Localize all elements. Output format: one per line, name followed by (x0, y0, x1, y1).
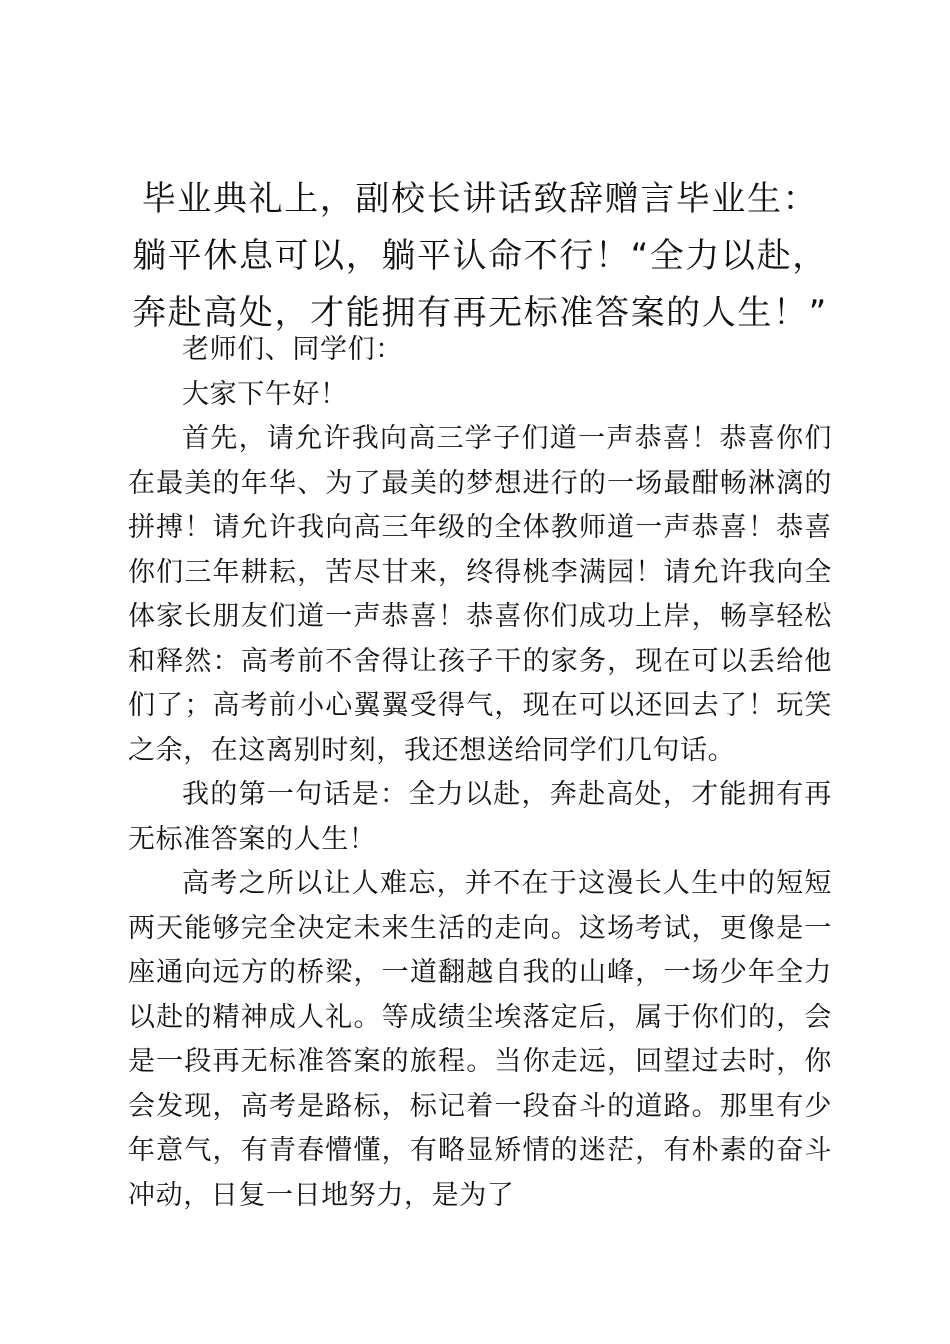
congratulations-paragraph: 首先，请允许我向高三学子们道一声恭喜！恭喜你们在最美的年华、为了最美的梦想进行的一场最酣畅淋漓的拼搏！请允许我向高三年级的全体教师道一声恭喜！恭喜你们三年耕耘，苦尽甘来，终得桃李满园！请允许我向全体家长朋友们道一声恭喜！恭喜你们成功上岸，畅享轻松和释然：高考前不舍得让孩子干的家务，现在可以丢给他们了；高考前小心翼翼受得气，现在可以还回去了！玩笑之余，在这离别时刻，我还想送给同学们几句话。 (128, 423, 832, 766)
gaokao-reflection-paragraph: 高考之所以让人难忘，并不在于这漫长人生中的短短两天能够完全决定未来生活的走向。这场考试，更像是一座通向远方的桥梁，一道翻越自我的山峰，一场少年全力以赴的精神成人礼。等成绩尘埃落定后，属于你们的，会是一段再无标准答案的旅程。当你走远，回望过去时，你会发现，高考是路标，标记着一段奋斗的道路。那里有少年意气，有青春懵懂，有略显矫情的迷茫，有朴素的奋斗冲动，日复一日地努力，是为了 (128, 868, 832, 1211)
greeting-paragraph: 大家下午好！ (182, 378, 348, 410)
salutation-paragraph: 老师们、同学们： (182, 334, 403, 365)
document-title: 毕业典礼上，副校长讲话致辞赠言毕业生：躺平休息可以，躺平认命不行！“全力以赴，奔赴高处，才能拥有再无标准答案的人生！” (132, 179, 828, 333)
document-body (128, 328, 832, 1218)
first-message-paragraph: 我的第一句话是：全力以赴，奔赴高处，才能拥有再无标准答案的人生！ (128, 779, 832, 855)
